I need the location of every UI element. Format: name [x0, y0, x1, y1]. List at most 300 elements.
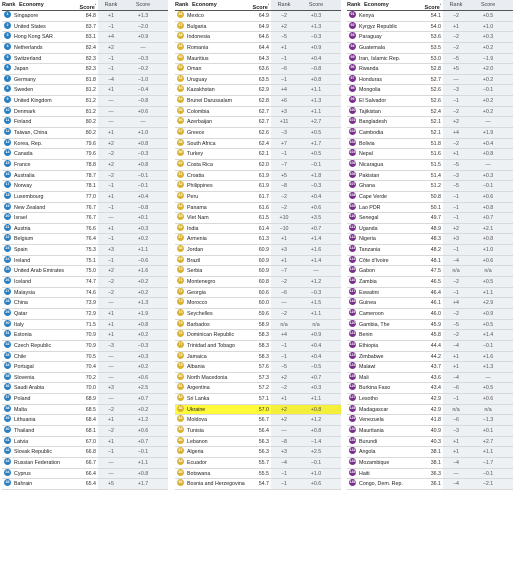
- score-change-value: +0.9: [310, 332, 322, 339]
- score-change-value: +0.6: [137, 108, 149, 115]
- economy-name: Gambia, The: [359, 321, 390, 328]
- score-change-value: −1.3: [482, 417, 494, 424]
- table-row: [175, 256, 341, 267]
- table-row: [175, 458, 341, 469]
- ranking-table-column-1: [2, 0, 168, 490]
- table-row: [347, 288, 513, 299]
- rank-change-value: +1: [107, 438, 115, 445]
- table-row: [175, 75, 341, 86]
- economy-name: Guinea: [359, 300, 377, 307]
- table-row: [2, 479, 168, 490]
- table-row: [347, 171, 513, 182]
- table-row: [347, 415, 513, 426]
- score-change-value: −0.1: [137, 172, 149, 179]
- table-row: [347, 54, 513, 65]
- score-value: 44.4: [430, 342, 441, 349]
- economy-name: Mexico: [187, 13, 204, 19]
- economy-name: Tanzania: [359, 247, 381, 254]
- score-change-value: −0.4: [137, 87, 149, 94]
- rank-change-value: −4: [452, 481, 460, 488]
- rank-change-value: −2: [452, 13, 460, 19]
- rank-badge: 20: [5, 214, 10, 219]
- score-change-value: +0.2: [137, 364, 149, 371]
- table-row: [175, 352, 341, 363]
- score-change-value: +2.7: [310, 119, 322, 126]
- table-row: [347, 224, 513, 235]
- rank-change-value: +2: [280, 23, 288, 30]
- table-row: [347, 320, 513, 331]
- rank-change-value: +1: [280, 257, 288, 264]
- economy-name: Azerbaijan: [187, 119, 213, 126]
- score-value: 68.5: [85, 406, 96, 413]
- rank-change-value: +3: [107, 247, 115, 254]
- rank-change-value: −1: [452, 396, 460, 403]
- table-row: [175, 362, 341, 373]
- rank-change-value: —: [108, 215, 114, 222]
- table-row: [175, 341, 341, 352]
- rank-badge: 107: [349, 182, 356, 187]
- rank-badge: 14: [5, 150, 10, 155]
- score-value: 52.1: [430, 119, 441, 126]
- rank-badge: 41: [5, 437, 10, 442]
- rank-badge: 49: [178, 43, 183, 48]
- table-row: [175, 224, 341, 235]
- score-change-value: +1.0: [310, 470, 322, 477]
- rank-change-value: +4: [280, 87, 288, 94]
- economy-name: Latvia: [14, 438, 29, 445]
- score-change-value: −1.0: [137, 76, 149, 83]
- rank-badge: 11: [5, 118, 10, 123]
- rank-change-value: −2: [107, 427, 115, 434]
- score-value: 51.2: [430, 183, 441, 190]
- rank-change-value: −2: [107, 151, 115, 158]
- rank-change-value: −3: [452, 87, 460, 94]
- rank-change-value: —: [453, 76, 459, 83]
- header-economy: Economy: [19, 2, 44, 8]
- economy-name: United States: [14, 23, 46, 30]
- score-value: 62.7: [258, 119, 269, 126]
- table-row: [2, 213, 168, 224]
- rank-badge: 36: [5, 384, 10, 389]
- score-value: 50.8: [430, 193, 441, 200]
- rank-badge: 53: [178, 86, 183, 91]
- score-change-value: +0.7: [482, 215, 494, 222]
- rank-badge: 60: [178, 160, 183, 165]
- table-row: [2, 341, 168, 352]
- economy-name: Malta: [14, 406, 27, 413]
- rank-change-value: n/a: [452, 268, 460, 275]
- score-value: 54.0: [430, 23, 441, 30]
- rank-badge: 119: [349, 309, 356, 314]
- rank-change-value: −7: [280, 161, 288, 168]
- score-value: 79.6: [85, 151, 96, 158]
- economy-name: Cambodia: [359, 130, 384, 137]
- score-change-value: +0.9: [137, 34, 149, 41]
- table-row: [347, 32, 513, 43]
- rank-badge: 43: [5, 458, 10, 463]
- score-value: 70.5: [85, 353, 96, 360]
- economy-name: Bangladesh: [359, 119, 387, 126]
- score-value: 82.3: [85, 66, 96, 73]
- score-value: 58.3: [258, 332, 269, 339]
- economy-name: Finland: [14, 119, 32, 126]
- rank-change-value: +1: [280, 44, 288, 51]
- table-row: [2, 362, 168, 373]
- score-change-value: —: [313, 268, 319, 275]
- economy-name: Zimbabwe: [359, 353, 384, 360]
- rank-badge: 31: [5, 331, 10, 336]
- rank-change-value: −4: [280, 459, 288, 466]
- score-value: 57.1: [258, 396, 269, 403]
- table-row: [175, 213, 341, 224]
- table-row: [347, 85, 513, 96]
- table-row: [175, 234, 341, 245]
- score-value: 45.8: [430, 332, 441, 339]
- economy-name: Malawi: [359, 364, 376, 371]
- rank-change-value: −2: [452, 108, 460, 115]
- header-score-label: Score: [79, 4, 95, 11]
- score-change-value: +0.3: [310, 13, 322, 19]
- score-change-value: —: [485, 119, 491, 126]
- table-row: [2, 437, 168, 448]
- score-change-value: +2.1: [482, 225, 494, 232]
- economy-name: Serbia: [187, 268, 203, 275]
- table-row: [2, 139, 168, 150]
- header-score-label: Score: [252, 4, 268, 11]
- score-change-value: +2.5: [310, 449, 322, 456]
- score-change-value: +1.8: [310, 172, 322, 179]
- score-change-value: +0.3: [137, 353, 149, 360]
- score-change-value: +0.6: [482, 193, 494, 200]
- score-change-value: −0.1: [482, 183, 494, 190]
- table-row: [2, 277, 168, 288]
- score-value: 54.1: [430, 13, 441, 19]
- rank-badge: 124: [349, 363, 356, 368]
- score-value: 56.7: [258, 417, 269, 424]
- rank-badge: 25: [5, 267, 10, 272]
- score-value: 50.1: [430, 204, 441, 211]
- economy-name: Pakistan: [359, 172, 380, 179]
- rank-badge: 85: [178, 426, 183, 431]
- rank-badge: 71: [178, 278, 183, 283]
- score-change-value: +2.9: [482, 300, 494, 307]
- score-change-value: +0.8: [482, 151, 494, 158]
- rank-badge: 100: [349, 107, 356, 112]
- ranking-table-column-3: [347, 0, 513, 490]
- economy-name: Cyprus: [14, 470, 31, 477]
- economy-name: Ethiopia: [359, 342, 379, 349]
- score-value: 36.3: [430, 470, 441, 477]
- rank-change-value: −5: [280, 34, 288, 41]
- table-row: [347, 117, 513, 128]
- rank-badge: 38: [5, 405, 10, 410]
- table-row: [347, 149, 513, 160]
- table-row: [175, 128, 341, 139]
- rank-badge: 42: [5, 448, 10, 453]
- economy-name: Poland: [14, 396, 31, 403]
- table-row: [347, 362, 513, 373]
- economy-name: Zambia: [359, 279, 377, 286]
- table-row: [347, 458, 513, 469]
- score-value: 84.8: [85, 13, 96, 19]
- rank-change-value: −6: [280, 289, 288, 296]
- score-value: 81.2: [85, 108, 96, 115]
- table-row: [347, 469, 513, 480]
- rank-change-value: −2: [452, 34, 460, 41]
- economy-name: Peru: [187, 193, 199, 200]
- rank-badge: 57: [178, 129, 183, 134]
- score-value: 76.7: [85, 204, 96, 211]
- score-value: 42.9: [430, 406, 441, 413]
- rank-badge: 37: [5, 395, 10, 400]
- rank-badge: 101: [349, 118, 356, 123]
- score-change-value: +1.3: [310, 23, 322, 30]
- table-row: [175, 181, 341, 192]
- economy-name: Angola: [359, 449, 376, 456]
- economy-name: Estonia: [14, 332, 32, 339]
- rank-change-value: −3: [280, 130, 288, 137]
- table-row: [2, 43, 168, 54]
- rank-badge: 74: [178, 309, 183, 314]
- economy-name: Bolivia: [359, 140, 375, 147]
- score-change-value: +0.3: [310, 385, 322, 392]
- header-rank: Rank: [2, 2, 16, 8]
- score-value: 68.1: [85, 427, 96, 434]
- table-row: [347, 128, 513, 139]
- rank-change-value: +4: [452, 300, 460, 307]
- table-row: [347, 213, 513, 224]
- score-value: 60.9: [258, 268, 269, 275]
- rank-change-value: −1: [452, 98, 460, 105]
- table-row: [175, 139, 341, 150]
- rank-badge: 51: [178, 65, 183, 70]
- score-value: 58.3: [258, 342, 269, 349]
- economy-name: Cape Verde: [359, 193, 387, 200]
- economy-name: Ecuador: [187, 459, 207, 466]
- table-row: [2, 96, 168, 107]
- score-value: 60.9: [258, 247, 269, 254]
- economy-name: Luxembourg: [14, 193, 44, 200]
- economy-name: Ireland: [14, 257, 31, 264]
- rank-change-value: +1: [452, 449, 460, 456]
- table-row: [2, 160, 168, 171]
- table-row: [347, 405, 513, 416]
- score-value: 52.4: [430, 108, 441, 115]
- rank-badge: 72: [178, 288, 183, 293]
- rank-badge: 93: [350, 33, 355, 38]
- rank-badge: 109: [349, 203, 356, 208]
- score-value: 52.6: [430, 87, 441, 94]
- rank-change-value: +1: [107, 310, 115, 317]
- economy-name: United Kingdom: [14, 98, 52, 105]
- rank-badge: 59: [178, 150, 183, 155]
- rank-badge: 102: [349, 129, 356, 134]
- rank-badge: 29: [5, 309, 10, 314]
- rank-change-value: −6: [280, 66, 288, 73]
- rank-change-value: −4: [452, 257, 460, 264]
- economy-name: Mali: [359, 374, 369, 381]
- economy-name: Romania: [187, 44, 209, 51]
- rank-badge: 70: [178, 267, 183, 272]
- economy-name: Rwanda: [359, 66, 379, 73]
- score-change-value: +0.5: [482, 385, 494, 392]
- rank-change-value: +2: [452, 119, 460, 126]
- rank-badge: 111: [349, 224, 356, 229]
- table-row: [347, 479, 513, 490]
- score-change-value: +0.8: [310, 76, 322, 83]
- score-value: 65.4: [85, 481, 96, 488]
- score-value: 51.4: [430, 172, 441, 179]
- header-rank-change: Rank: [277, 2, 291, 8]
- score-change-value: −0.1: [482, 87, 494, 94]
- score-value: 81.8: [85, 76, 96, 83]
- economy-name: Benin: [359, 332, 373, 339]
- economy-name: Mauritius: [187, 55, 209, 62]
- rank-change-value: −1: [107, 66, 115, 73]
- rank-badge: 105: [349, 160, 356, 165]
- rank-change-value: −10: [279, 225, 289, 232]
- table-row: [2, 192, 168, 203]
- score-value: 57.6: [258, 364, 269, 371]
- rank-change-value: +1: [280, 236, 288, 243]
- economy-name: Algeria: [187, 449, 204, 456]
- score-change-value: +1.6: [482, 353, 494, 360]
- score-change-value: −0.3: [137, 55, 149, 62]
- economy-name: Indonesia: [187, 34, 210, 41]
- rank-change-value: −8: [280, 438, 288, 445]
- rank-badge: 73: [178, 299, 183, 304]
- rank-badge: 32: [5, 341, 10, 346]
- economy-name: Ghana: [359, 183, 375, 190]
- table-row: [175, 437, 341, 448]
- score-change-value: +0.5: [310, 130, 322, 137]
- rank-badge: 134: [349, 469, 356, 474]
- rank-change-value: +1: [452, 23, 460, 30]
- score-change-value: +0.8: [310, 406, 322, 413]
- rank-badge: 40: [5, 426, 10, 431]
- table-row: [2, 405, 168, 416]
- rank-change-value: −1: [280, 151, 288, 158]
- rank-badge: 39: [5, 416, 10, 421]
- score-value: 70.4: [85, 364, 96, 371]
- score-value: 57.0: [258, 406, 269, 413]
- rank-badge: 33: [5, 352, 10, 357]
- rank-badge: 46: [178, 12, 183, 16]
- rank-change-value: −1: [280, 470, 288, 477]
- score-value: 70.2: [85, 374, 96, 381]
- score-value: 75.3: [85, 247, 96, 254]
- rank-badge: 15: [5, 160, 10, 165]
- economy-name: Georgia: [187, 289, 206, 296]
- rank-badge: 95: [350, 54, 355, 59]
- score-value: 49.7: [430, 215, 441, 222]
- table-row: [2, 54, 168, 65]
- rank-badge: 77: [178, 341, 183, 346]
- rank-badge: 19: [5, 203, 10, 208]
- rank-badge: 22: [5, 235, 10, 240]
- score-change-value: n/a: [484, 268, 492, 275]
- score-change-value: −0.3: [310, 183, 322, 190]
- score-change-value: +0.7: [310, 374, 322, 381]
- rank-badge: 123: [349, 352, 356, 357]
- rank-change-value: +1: [280, 396, 288, 403]
- table-row: [175, 117, 341, 128]
- table-row: [175, 149, 341, 160]
- economy-name: Slovenia: [14, 374, 35, 381]
- economy-name: Armenia: [187, 236, 207, 243]
- rank-badge: 47: [178, 22, 183, 27]
- rank-badge: 106: [349, 171, 356, 176]
- score-value: 75.0: [85, 268, 96, 275]
- rank-badge: 131: [349, 437, 356, 442]
- rank-change-value: −2: [280, 310, 288, 317]
- rank-change-value: +1: [107, 13, 115, 19]
- economy-name: Viet Nam: [187, 215, 209, 222]
- rank-badge: 116: [349, 278, 356, 283]
- score-change-value: −0.3: [137, 151, 149, 158]
- table-row: [2, 32, 168, 43]
- table-row: [175, 479, 341, 490]
- rank-change-value: −1: [452, 204, 460, 211]
- table-row: [347, 75, 513, 86]
- rank-badge: 98: [350, 86, 355, 91]
- economy-name: Chile: [14, 353, 27, 360]
- rank-change-value: +1: [107, 87, 115, 94]
- rank-badge: 117: [349, 288, 356, 293]
- score-value: 57.2: [258, 385, 269, 392]
- rank-change-value: −1: [452, 247, 460, 254]
- score-value: 58.3: [258, 353, 269, 360]
- economy-name: Congo, Dem. Rep.: [359, 481, 403, 488]
- economy-name: Greece: [187, 130, 205, 137]
- economy-name: Belgium: [14, 236, 34, 243]
- rank-badge: 65: [178, 214, 183, 219]
- score-value: 61.7: [258, 193, 269, 200]
- economy-name: Lithuania: [14, 417, 36, 424]
- score-value: 62.1: [258, 151, 269, 158]
- rank-change-value: −5: [452, 55, 460, 62]
- table-row: [347, 298, 513, 309]
- score-value: 63.6: [258, 66, 269, 73]
- table-row: [347, 309, 513, 320]
- table-row: [175, 373, 341, 384]
- rank-change-value: —: [108, 470, 114, 477]
- score-change-value: −2.0: [137, 23, 149, 30]
- rank-change-value: −8: [280, 183, 288, 190]
- rank-badge: 2: [4, 22, 11, 29]
- economy-name: Hong Kong SAR: [14, 34, 53, 41]
- score-change-value: +1.2: [310, 279, 322, 286]
- table-row: [175, 54, 341, 65]
- rank-change-value: −1: [280, 353, 288, 360]
- score-change-value: +1.1: [310, 108, 322, 115]
- economy-name: Uganda: [359, 225, 378, 232]
- score-change-value: +0.8: [137, 161, 149, 168]
- score-change-value: +0.7: [137, 396, 149, 403]
- score-change-value: −0.2: [137, 66, 149, 73]
- score-value: 71.5: [85, 321, 96, 328]
- score-change-value: +3.5: [310, 215, 322, 222]
- score-value: 61.5: [258, 215, 269, 222]
- rank-change-value: −1: [107, 204, 115, 211]
- table-row: [175, 107, 341, 118]
- score-change-value: +0.7: [137, 438, 149, 445]
- score-change-value: +1.3: [137, 13, 149, 19]
- score-change-value: +1.0: [137, 130, 149, 137]
- score-value: 46.0: [430, 310, 441, 317]
- table-row: [2, 288, 168, 299]
- economy-name: Paraguay: [359, 34, 382, 41]
